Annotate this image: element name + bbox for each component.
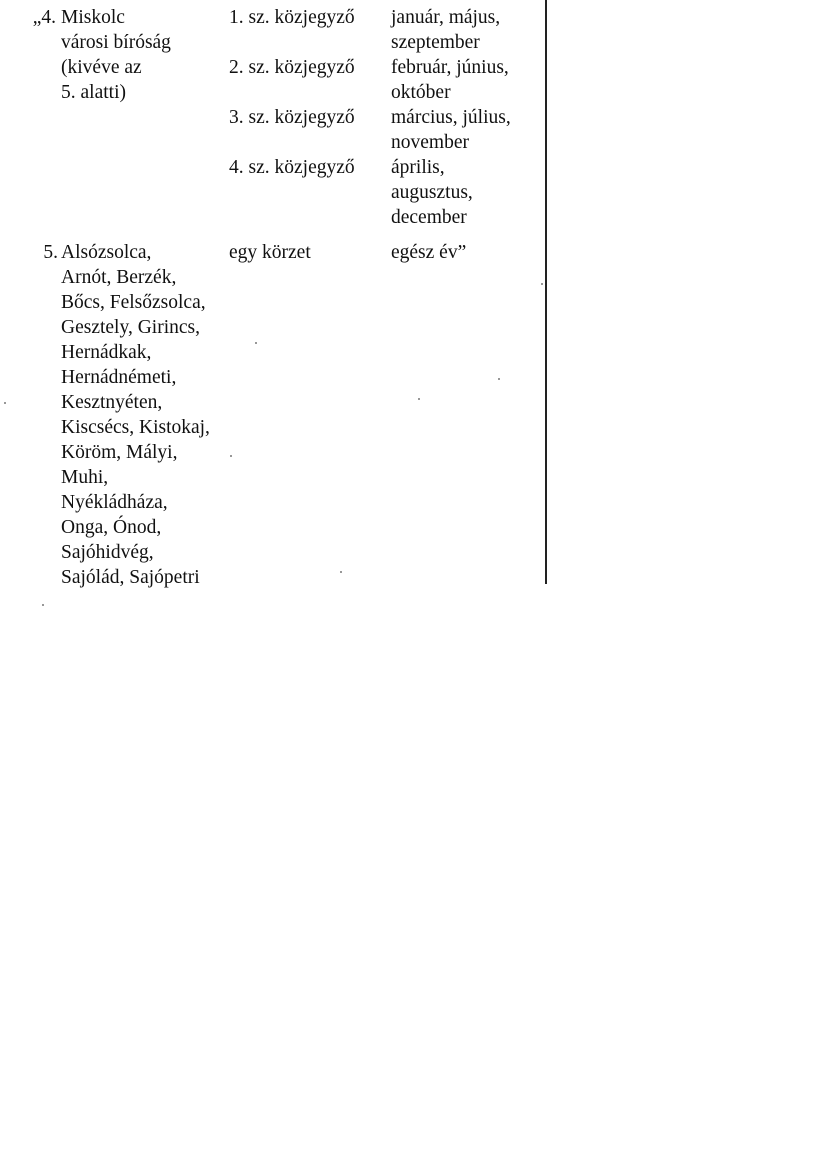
scan-speck: [42, 604, 44, 606]
place-cell: [61, 240, 231, 590]
place-line: Köröm, Mályi,: [61, 442, 178, 463]
place-line: Gesztely, Girincs,: [61, 317, 200, 338]
month-line: egész év”: [391, 242, 467, 263]
month-line: augusztus,: [391, 182, 473, 203]
place-line: Hernádnémeti,: [61, 367, 177, 388]
month-line: február, június,: [391, 57, 509, 78]
scan-speck: [340, 571, 342, 573]
scan-speck: [4, 402, 6, 404]
place-line: Sajólád, Sajópetri: [61, 567, 200, 588]
place-line: városi bíróság: [61, 32, 171, 53]
months-cell: [391, 105, 541, 155]
months-cell: [391, 155, 541, 230]
district-cell: 2. sz. közjegyző: [229, 57, 355, 78]
district-cell: 3. sz. közjegyző: [229, 107, 355, 128]
district-cell: egy körzet: [229, 242, 311, 263]
place-line: Kiscsécs, Kistokaj,: [61, 417, 210, 438]
right-column-rule: [545, 0, 547, 584]
place-cell: [61, 5, 231, 105]
months-cell: [391, 240, 541, 265]
scan-speck: [230, 455, 232, 457]
scan-speck: [541, 283, 543, 285]
district-cell: 1. sz. közjegyző: [229, 7, 355, 28]
place-line: Hernádkak,: [61, 342, 152, 363]
month-line: október: [391, 82, 451, 103]
scan-speck: [418, 398, 420, 400]
district-cell: 4. sz. közjegyző: [229, 157, 355, 178]
place-line: Muhi,: [61, 467, 109, 488]
place-line: Alsózsolca,: [61, 242, 152, 263]
place-line: Sajóhidvég,: [61, 542, 154, 563]
month-line: december: [391, 207, 467, 228]
scan-speck: [255, 342, 257, 344]
row-number: 5.: [43, 242, 58, 263]
scan-speck: [498, 378, 500, 380]
place-line: Bőcs, Felsőzsolca,: [61, 292, 206, 313]
month-line: szeptember: [391, 32, 480, 53]
place-line: (kivéve az: [61, 57, 142, 78]
month-line: november: [391, 132, 469, 153]
place-line: Miskolc: [61, 7, 125, 28]
month-line: március, július,: [391, 107, 511, 128]
place-line: Arnót, Berzék,: [61, 267, 177, 288]
months-cell: [391, 5, 541, 55]
place-line: Onga, Ónod,: [61, 517, 162, 538]
row-number: „4.: [32, 7, 56, 28]
place-line: Kesztnyéten,: [61, 392, 163, 413]
month-line: április,: [391, 157, 445, 178]
months-cell: [391, 55, 541, 105]
month-line: január, május,: [391, 7, 501, 28]
place-line: 5. alatti): [61, 82, 126, 103]
place-line: Nyékládháza,: [61, 492, 168, 513]
